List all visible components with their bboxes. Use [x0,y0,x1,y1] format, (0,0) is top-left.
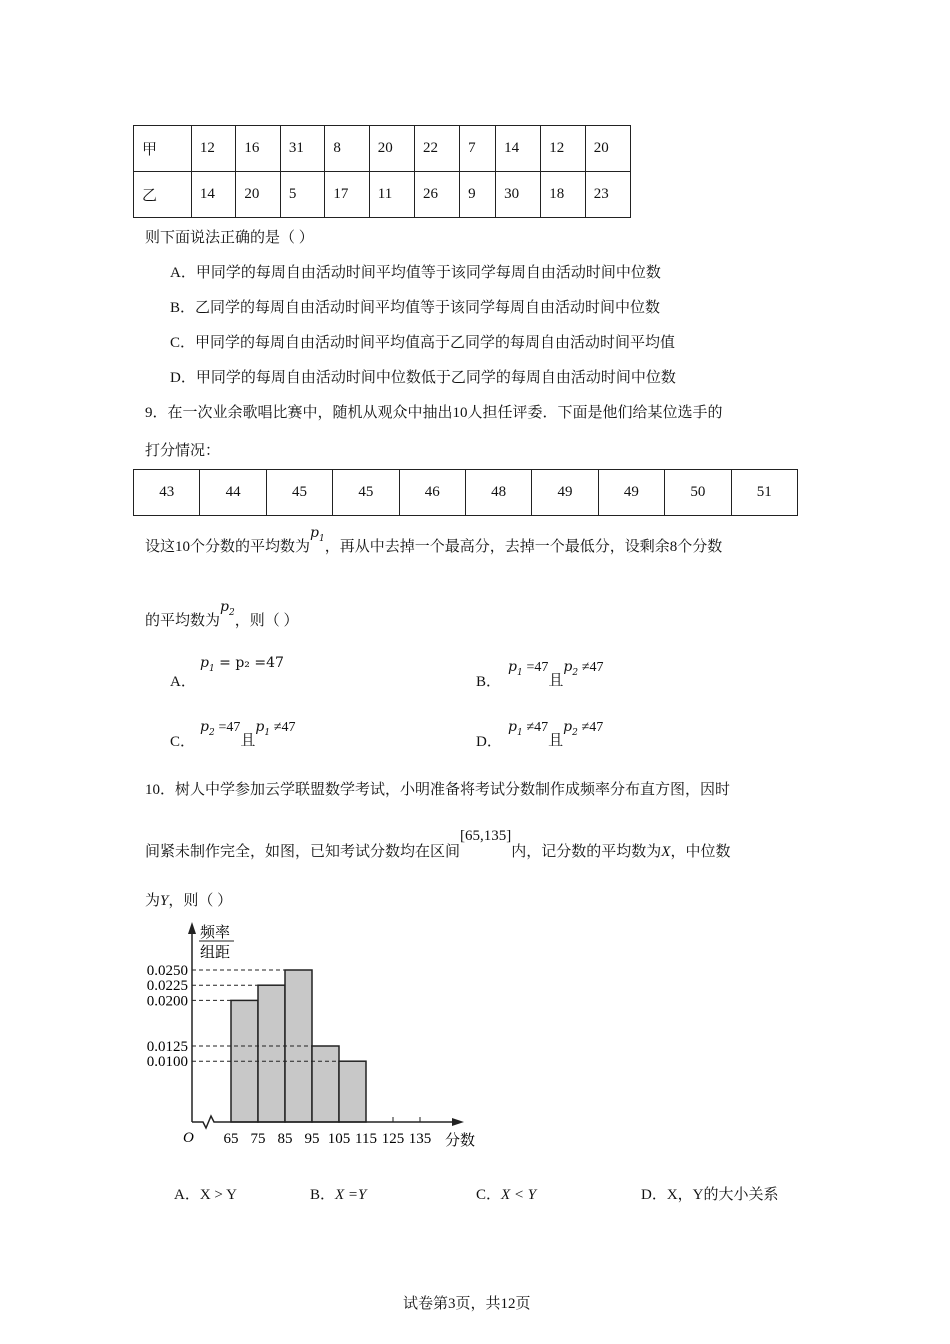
x-tick-label: 115 [355,1131,377,1147]
table-cell: 48 [465,470,531,516]
histogram-bar [258,985,285,1122]
table-cell: 14 [496,126,541,172]
subscript: 1 [516,667,523,678]
q10-line2 [145,828,731,861]
q9-option-c-expr [200,715,296,749]
y-axis-arrow [188,922,196,934]
x-axis-label: 分数 [445,1133,476,1149]
expr: ≠47 [581,660,604,675]
table-cell: 18 [541,172,585,218]
x-tick-label: 85 [277,1131,293,1147]
q10-option-a [174,1183,237,1204]
text: 的平均数为 [145,613,221,629]
subscript: 2 [208,727,215,738]
table-cell: 51 [731,470,797,516]
p: p [200,655,209,671]
table-cell: 9 [460,172,496,218]
y-axis-label-top: 频率 [200,925,231,941]
table-cell: 49 [532,470,598,516]
histogram-bar [285,970,312,1122]
table-cell: 12 [541,126,585,172]
x-tick-label: 65 [223,1131,239,1147]
activity-time-table [133,125,631,218]
table-cell: 5 [280,172,324,218]
histogram-bar [231,1000,258,1122]
subscript: 2 [572,727,578,738]
text: ，则（ ） [234,613,299,629]
q9-option-c-label: C． [170,734,196,750]
y-axis-label-bottom: 组距 [200,945,231,961]
p: p [563,659,573,675]
expr: =47 [526,660,549,675]
x-tick-label: 95 [304,1131,320,1147]
histogram-bar [312,1046,339,1122]
row-label: 乙 [134,172,192,218]
table-cell: 20 [369,126,414,172]
x-tick-label: 135 [408,1131,432,1147]
subscript: 1 [516,727,523,738]
table-cell: 26 [414,172,459,218]
text: 设这10个分数的平均数为 [145,539,311,555]
x-axis [192,1116,455,1128]
y-tick-label: 0.0200 [146,993,188,1010]
text: ，再从中去掉一个最高分，去掉一个最低分，设剩余8个分数 [324,539,723,555]
y-tick-label: 0.0250 [146,963,188,979]
subscript: 1 [264,727,271,738]
scores-table [133,469,798,516]
p2-symbol: p [220,599,229,615]
x-symbol: X [661,844,671,860]
and: 且 [548,733,564,749]
histogram-bar [339,1061,366,1122]
table-cell: 11 [369,172,414,218]
q9-option-b-label: B． [476,674,502,690]
table-cell: 22 [414,126,459,172]
p1-symbol: p [310,525,319,541]
subscript: 1 [318,533,325,544]
text: ，中位数 [670,844,731,860]
table-cell: 45 [333,470,399,516]
q8-option-a: A．甲同学的每周自由活动时间平均值等于该同学每周自由活动时间中位数 [170,265,661,281]
table-row [134,470,798,516]
label: C． [476,1187,502,1203]
table-cell: 49 [598,470,664,516]
q9-option-b-expr [508,655,604,689]
label: A． [174,1187,200,1203]
y-symbol: Y [160,893,169,909]
expr: X > Y [199,1187,237,1203]
y-tick-label: 0.0125 [146,1039,188,1055]
q8-option-c: C．甲同学的每周自由活动时间平均值高于乙同学的每周自由活动时间平均值 [170,335,676,351]
subscript: 2 [572,667,579,678]
table-cell: 43 [134,470,200,516]
table-cell: 31 [280,126,324,172]
p: p [508,659,517,675]
x-tick-label: 105 [327,1131,351,1147]
origin-label: O [183,1130,194,1146]
x-tick-label: 75 [250,1131,266,1147]
row-label: 甲 [134,126,192,172]
table-cell: 12 [191,126,235,172]
label: D． [641,1187,667,1203]
q9-line3 [145,525,723,558]
expr: ≠47 [581,720,604,735]
table-cell: 7 [460,126,496,172]
and: 且 [240,733,256,749]
expr: ≠47 [526,720,549,735]
expr: X < Y [501,1187,537,1203]
q10-option-c [476,1183,536,1204]
expr: ≠47 [273,720,296,735]
q8-option-b: B．乙同学的每周自由活动时间平均值等于该同学每周自由活动时间中位数 [170,300,661,316]
table-cell: 20 [236,172,280,218]
text: ，则（ ） [168,893,233,909]
x-axis-arrow [452,1118,464,1126]
q9-option-a-label: A． [170,674,196,690]
table-cell: 8 [325,126,369,172]
table-cell: 30 [496,172,541,218]
q8-stem: 则下面说法正确的是（ ） [145,230,314,246]
table-cell: 45 [266,470,332,516]
p: p [200,719,209,735]
table-cell: 20 [585,126,630,172]
q9-stem-line1: 9．在一次业余歌唱比赛中，随机从观众中抽出10人担任评委．下面是他们给某位选手的 [145,405,723,421]
table-cell: 14 [191,172,235,218]
p: p [508,719,517,735]
table-row [134,172,631,218]
table-row [134,126,631,172]
expr: = p₂ =47 [219,655,284,671]
label: B． [310,1187,336,1203]
table-cell: 17 [325,172,369,218]
text: 间紧未制作完全，如图，已知考试分数均在区间 [145,844,461,860]
q10-line3 [145,889,232,910]
q9-stem-line2: 打分情况： [145,443,221,459]
expr: X =Y [335,1187,367,1203]
q9-option-d-label: D． [476,734,502,750]
subscript: 2 [228,607,235,618]
text: 为 [145,893,161,909]
q10-option-b [310,1183,366,1204]
text: 内，记分数的平均数为 [511,844,662,860]
table-cell: 16 [236,126,280,172]
q10-option-d [641,1183,779,1204]
table-cell: 46 [399,470,465,516]
table-cell: 44 [200,470,266,516]
subscript: 1 [208,663,215,674]
q10-line1: 10．树人中学参加云学联盟数学考试，小明准备将考试分数制作成频率分布直方图，因时 [145,782,731,798]
y-tick-label: 0.0100 [146,1054,188,1071]
table-cell: 23 [585,172,630,218]
q9-line4 [145,599,299,632]
expr: X，Y的大小关系 [666,1187,779,1203]
p: p [563,719,573,735]
page-footer: 试卷第3页，共12页 [403,1296,531,1312]
interval: [65,135] [460,828,512,844]
y-tick-label: 0.0225 [146,978,188,995]
expr: =47 [218,720,241,735]
x-tick-label: 125 [381,1131,405,1147]
p: p [255,719,265,735]
q8-option-d: D．甲同学的每周自由活动时间中位数低于乙同学的每周自由活动时间中位数 [170,370,676,386]
and: 且 [548,673,564,689]
table-cell: 50 [665,470,731,516]
q9-option-a-expr [200,655,284,674]
q9-option-d-expr [508,715,604,749]
